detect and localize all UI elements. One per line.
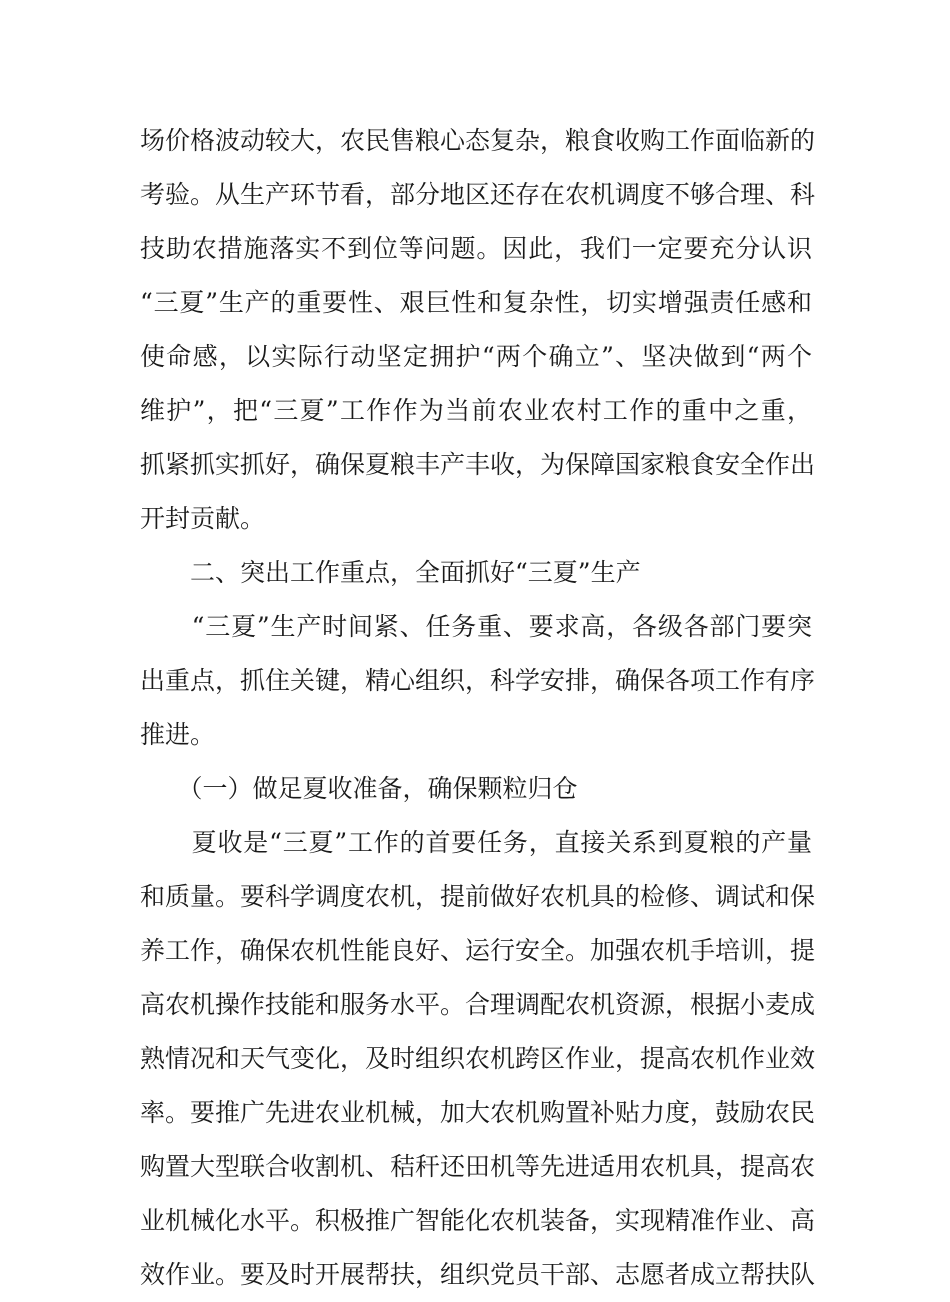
text-line: （一）做足夏收准备，确保颗粒归仓 [140, 774, 578, 803]
text-line: 熟情况和天气变化，及时组织农机跨区作业，提高农机作业效 [140, 1044, 816, 1073]
text-line: 场价格波动较大，农民售粮心态复杂，粮食收购工作面临新的 [140, 126, 816, 155]
text-line: 购置大型联合收割机、秸秆还田机等先进适用农机具，提高农 [140, 1152, 816, 1181]
text-line: 出重点，抓住关键，精心组织，科学安排，确保各项工作有序 [140, 666, 816, 695]
text-line: 效作业。要及时开展帮扶，组织党员干部、志愿者成立帮扶队 [140, 1260, 816, 1289]
text-line: “三夏”生产时间紧、任务重、要求高，各级各部门要突 [140, 612, 812, 641]
text-line: 抓紧抓实抓好，确保夏粮丰产丰收，为保障国家粮食安全作出 [140, 450, 816, 479]
text-line: 夏收是“三夏”工作的首要任务，直接关系到夏粮的产量 [140, 828, 812, 857]
text-line: 使命感，以实际行动坚定拥护“两个确立”、坚决做到“两个 [140, 342, 812, 371]
body-paragraph [140, 114, 816, 546]
section-heading [140, 546, 812, 600]
body-paragraph [140, 600, 816, 762]
text-line: 推进。 [140, 720, 216, 749]
text-line: 养工作，确保农机性能良好、运行安全。加强农机手培训，提 [140, 936, 816, 965]
text-line: 高农机操作技能和服务水平。合理调配农机资源，根据小麦成 [140, 990, 816, 1019]
text-line: 开封贡献。 [140, 504, 266, 533]
section-heading [140, 762, 812, 816]
text-line: “三夏”生产的重要性、艰巨性和复杂性，切实增强责任感和 [140, 288, 812, 317]
text-line: 维护”，把“三夏”工作作为当前农业农村工作的重中之重， [140, 396, 812, 425]
text-line: 率。要推广先进农业机械，加大农机购置补贴力度，鼓励农民 [140, 1098, 816, 1127]
text-line: 二、突出工作重点，全面抓好“三夏”生产 [140, 558, 641, 587]
text-line: 技助农措施落实不到位等问题。因此，我们一定要充分认识 [140, 234, 812, 263]
document-body [140, 114, 816, 1302]
text-line: 业机械化水平。积极推广智能化农机装备，实现精准作业、高 [140, 1206, 816, 1235]
body-paragraph [140, 816, 816, 1302]
text-line: 和质量。要科学调度农机，提前做好农机具的检修、调试和保 [140, 882, 816, 911]
text-line: 考验。从生产环节看，部分地区还存在农机调度不够合理、科 [140, 180, 816, 209]
